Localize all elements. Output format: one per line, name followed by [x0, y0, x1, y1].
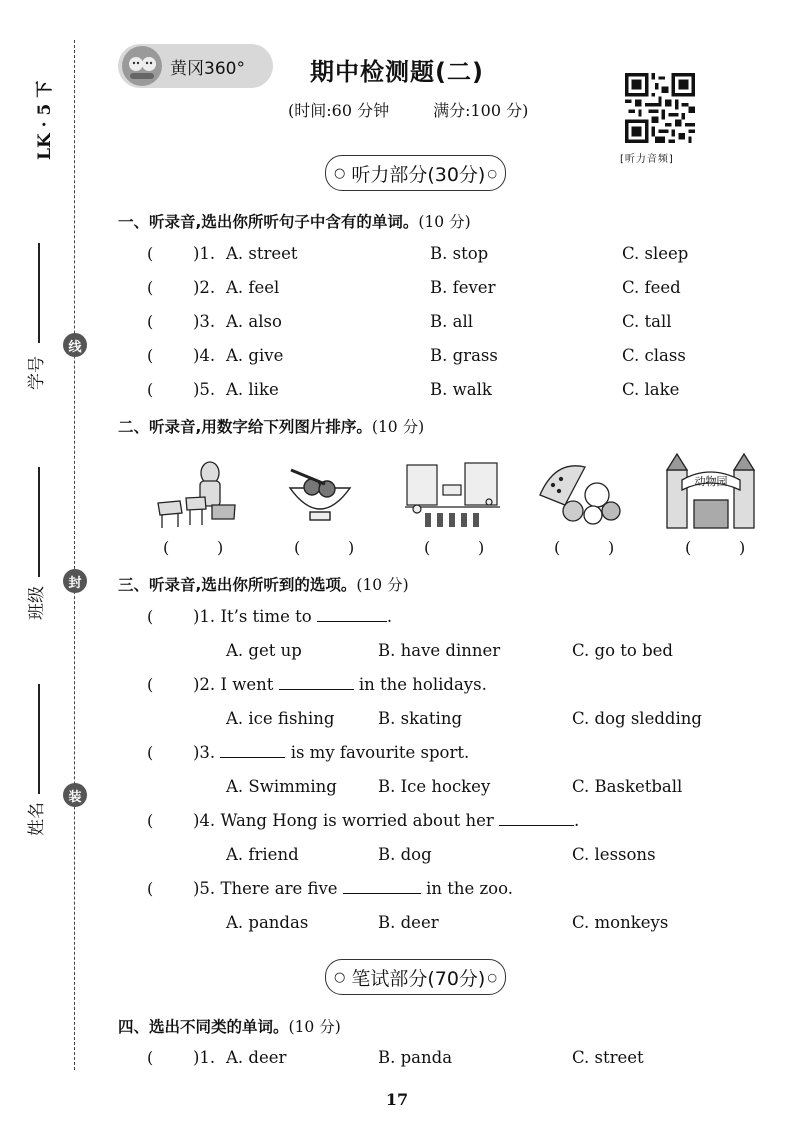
option-b: B. walk: [430, 380, 492, 399]
section-4-score: (10 分): [288, 1018, 341, 1036]
answer-paren-open[interactable]: (: [147, 743, 154, 762]
class-field[interactable]: [38, 467, 40, 577]
class-label: 班级: [27, 586, 47, 620]
option-c: C. dog sledding: [572, 709, 702, 728]
binding-dashed-line: [74, 40, 75, 1070]
section-1-score: (10 分): [418, 213, 471, 231]
section-4-title: 四、选出不同类的单词。: [118, 1018, 289, 1036]
page-number: 17: [385, 1090, 409, 1109]
section-3-heading: [118, 573, 409, 595]
option-b: B. Ice hockey: [378, 777, 491, 796]
answer-paren-open[interactable]: (: [147, 675, 154, 694]
fill-blank[interactable]: [343, 879, 421, 894]
answer-paren-close: ): [217, 538, 224, 557]
section-2-title: 二、听录音,用数字给下列图片排序。: [118, 418, 372, 436]
writing-section-banner: [325, 959, 506, 995]
option-a: A. get up: [226, 641, 302, 660]
question-number: )1.: [193, 244, 216, 263]
option-c: C. street: [572, 1048, 644, 1067]
option-c: C. sleep: [622, 244, 689, 263]
option-c: C. monkeys: [572, 913, 669, 932]
cut-mark-seal: 封: [63, 569, 87, 593]
option-a: A. feel: [226, 278, 280, 297]
page-title: 期中检测题(二): [310, 58, 484, 86]
question-text: I went: [220, 675, 274, 694]
answer-paren-open[interactable]: (: [294, 538, 301, 557]
option-a: A. like: [226, 380, 279, 399]
banner-bullet-icon: ○: [334, 969, 346, 985]
section-1-title: 一、听录音,选出你所听句子中含有的单词。: [118, 213, 419, 231]
answer-paren-open[interactable]: (: [147, 312, 154, 331]
listening-section-banner: [325, 155, 506, 191]
option-c: C. Basketball: [572, 777, 683, 796]
option-c: C. feed: [622, 278, 681, 297]
picture-dog-sledding: [150, 453, 240, 533]
writing-section-title: 笔试部分(70分): [351, 967, 486, 990]
series-code: LK · 5 下: [35, 80, 55, 160]
answer-paren-open[interactable]: (: [147, 879, 154, 898]
question-text: is my favourite sport.: [290, 743, 470, 762]
picture-fruit: [535, 455, 625, 527]
exam-info: [288, 98, 528, 121]
option-c: C. lake: [622, 380, 680, 399]
answer-paren-open[interactable]: (: [147, 380, 154, 399]
question-sentence: [193, 743, 469, 762]
section-3-score: (10 分): [356, 576, 409, 594]
answer-paren-open[interactable]: (: [147, 1048, 154, 1067]
question-number: )4.: [193, 811, 216, 830]
option-b: B. fever: [430, 278, 496, 297]
qr-code-icon[interactable]: [625, 73, 695, 143]
picture-street-crossing: [405, 457, 500, 529]
answer-paren-open[interactable]: (: [147, 278, 154, 297]
answer-paren-close: ): [348, 538, 355, 557]
question-number: )1.: [193, 607, 216, 626]
question-text: There are five: [220, 879, 338, 898]
question-sentence: [193, 675, 487, 694]
option-a: A. pandas: [226, 913, 309, 932]
question-number: )4.: [193, 346, 216, 365]
option-b: B. grass: [430, 346, 498, 365]
answer-paren-open[interactable]: (: [147, 607, 154, 626]
option-b: B. deer: [378, 913, 439, 932]
option-b: B. panda: [378, 1048, 453, 1067]
student-id-field[interactable]: [38, 243, 40, 343]
answer-paren-open[interactable]: (: [147, 346, 154, 365]
option-a: A. also: [226, 312, 282, 331]
option-c: C. tall: [622, 312, 672, 331]
section-2-score: (10 分): [371, 418, 425, 436]
cut-mark-bind: 装: [63, 783, 87, 807]
fill-blank[interactable]: [279, 675, 354, 690]
picture-zoo-gate: [662, 450, 760, 530]
option-b: B. skating: [378, 709, 463, 728]
option-c: C. class: [622, 346, 686, 365]
answer-paren-close: ): [739, 538, 746, 557]
option-a: A. deer: [226, 1048, 287, 1067]
option-a: A. Swimming: [226, 777, 337, 796]
question-text: .: [574, 811, 580, 830]
option-b: B. have dinner: [378, 641, 501, 660]
question-text: Wang Hong is worried about her: [220, 811, 494, 830]
banner-bullet-icon: ○: [487, 166, 497, 180]
answer-paren-open[interactable]: (: [147, 811, 154, 830]
cut-mark-line: 线: [63, 333, 87, 357]
option-a: A. street: [226, 244, 298, 263]
student-id-label: 学号: [27, 356, 47, 390]
question-text: .: [386, 607, 393, 626]
option-b: B. stop: [430, 244, 489, 263]
question-number: )3.: [193, 312, 216, 331]
fill-blank[interactable]: [220, 743, 285, 758]
zoo-sign-text: 动物园: [694, 475, 728, 488]
answer-paren-open[interactable]: (: [163, 538, 170, 557]
option-c: C. lessons: [572, 845, 656, 864]
listening-section-title: 听力部分(30分): [351, 163, 486, 186]
question-sentence: [193, 607, 392, 626]
question-text: in the holidays.: [358, 675, 487, 694]
banner-bullet-icon: ○: [334, 165, 346, 181]
question-number: )1.: [193, 1048, 216, 1067]
question-number: )5.: [193, 879, 216, 898]
fill-blank[interactable]: [499, 811, 574, 826]
option-a: A. give: [226, 346, 284, 365]
question-sentence: [193, 879, 513, 898]
name-label: 姓名: [27, 802, 47, 836]
option-b: B. all: [430, 312, 474, 331]
answer-paren-open[interactable]: (: [424, 538, 431, 557]
question-number: )2.: [193, 278, 216, 297]
option-b: B. dog: [378, 845, 432, 864]
answer-paren-close: ): [478, 538, 485, 557]
answer-paren-open[interactable]: (: [554, 538, 561, 557]
question-number: )2.: [193, 675, 216, 694]
answer-paren-open[interactable]: (: [685, 538, 692, 557]
banner-bullet-icon: ○: [487, 970, 497, 984]
brand-name: 黄冈360°: [170, 59, 245, 79]
section-2-heading: [118, 415, 424, 437]
section-1-heading: [118, 210, 471, 232]
question-text: in the zoo.: [426, 879, 513, 898]
picture-rice-balls: [285, 460, 355, 530]
option-c: C. go to bed: [572, 641, 673, 660]
answer-paren-open[interactable]: (: [147, 244, 154, 263]
time-limit: (时间:60 分钟: [288, 101, 390, 120]
question-number: )3.: [193, 743, 216, 762]
section-3-title: 三、听录音,选出你所听到的选项。: [118, 576, 357, 594]
fill-blank[interactable]: [317, 607, 387, 622]
name-field[interactable]: [38, 684, 40, 794]
qr-caption: [听力音频]: [620, 154, 674, 165]
full-score: 满分:100 分): [433, 101, 529, 120]
question-sentence: [193, 811, 579, 830]
question-number: )5.: [193, 380, 216, 399]
option-a: A. ice fishing: [226, 709, 335, 728]
section-4-heading: [118, 1015, 341, 1037]
option-a: A. friend: [226, 845, 299, 864]
question-text: It’s time to: [220, 607, 312, 626]
answer-paren-close: ): [608, 538, 615, 557]
